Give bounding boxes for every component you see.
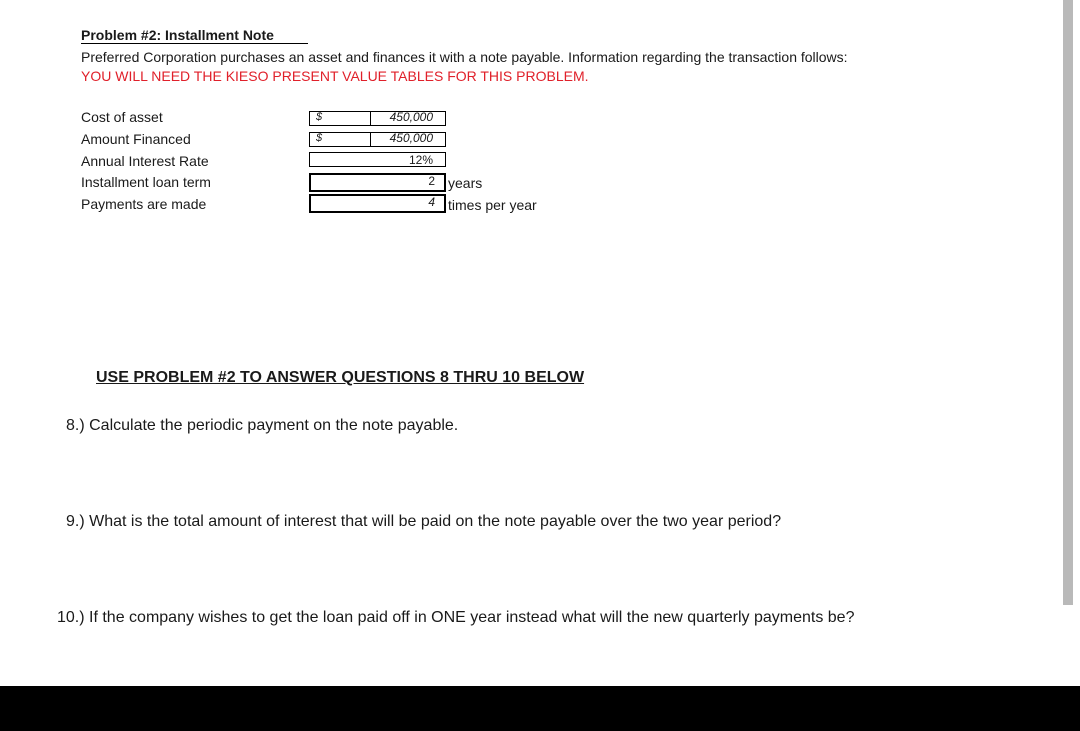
label-payments-are-made: Payments are made	[81, 196, 207, 212]
label-annual-interest-rate: Annual Interest Rate	[81, 153, 209, 169]
vertical-scrollbar[interactable]	[1063, 0, 1073, 605]
question-9: 9.) What is the total amount of interest that will be paid on the note payable over the two year period?	[66, 513, 782, 530]
value-annual-interest-rate: 12%	[408, 153, 433, 167]
value-cost-of-asset: 450,000	[389, 110, 433, 124]
title-underline	[81, 43, 308, 44]
value-installment-loan-term: 2	[428, 174, 435, 188]
tables-warning: YOU WILL NEED THE KIESO PRESENT VALUE TABLES FOR THIS PROBLEM.	[81, 68, 589, 84]
bottom-black-bar	[0, 686, 1080, 731]
value-amount-financed: 450,000	[389, 131, 433, 145]
label-cost-of-asset: Cost of asset	[81, 109, 163, 125]
problem-title: Problem #2: Installment Note	[81, 27, 274, 43]
currency-symbol: $	[316, 132, 323, 144]
question-8: 8.) Calculate the periodic payment on the note payable.	[66, 417, 459, 434]
questions-heading: USE PROBLEM #2 TO ANSWER QUESTIONS 8 THRU 10 BELOW	[96, 369, 585, 386]
unit-times-per-year: times per year	[448, 197, 537, 213]
question-10: 10.) If the company wishes to get the loan paid off in ONE year instead what will the new quarterly payments be?	[57, 609, 855, 626]
problem-intro: Preferred Corporation purchases an asset and finances it with a note payable. Information regarding the transaction follows:	[81, 49, 848, 65]
value-payments-are-made: 4	[428, 195, 435, 209]
label-amount-financed: Amount Financed	[81, 131, 191, 147]
unit-years: years	[448, 175, 483, 191]
label-installment-loan-term: Installment loan term	[81, 174, 211, 190]
currency-symbol: $	[316, 111, 323, 123]
